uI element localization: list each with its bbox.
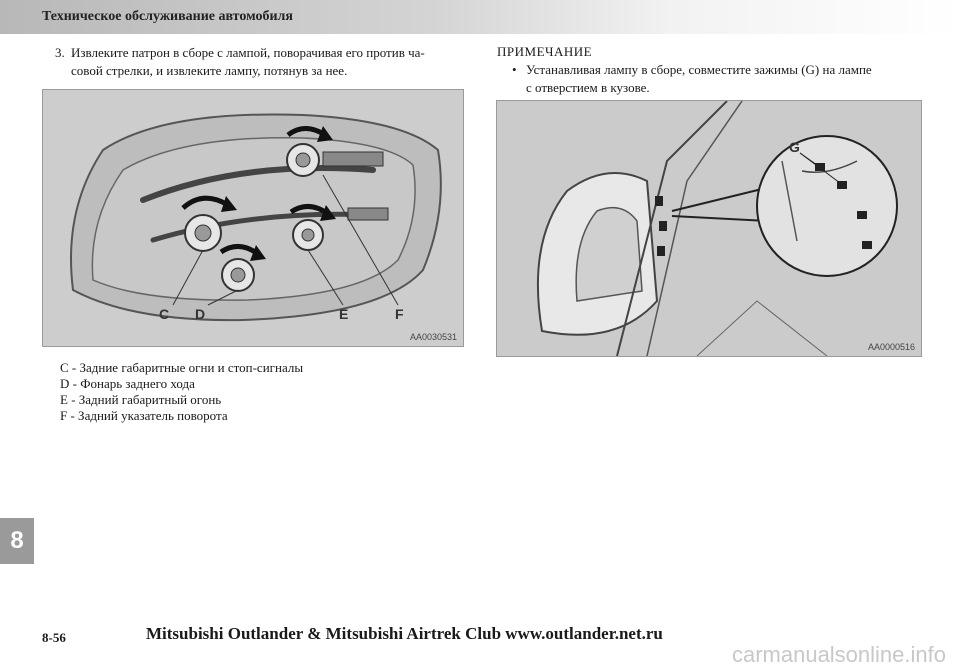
step-instruction — [55, 44, 475, 80]
label-g: G — [789, 139, 800, 155]
lamp-clips-illustration — [496, 100, 922, 357]
chapter-tab: 8 — [0, 518, 34, 564]
note-bullet: • — [512, 62, 517, 77]
figure-legend — [60, 360, 303, 424]
footer-text: Mitsubishi Outlander & Mitsubishi Airtrek Club www.outlander.net.ru — [146, 624, 663, 643]
note-heading: ПРИМЕЧАНИЕ — [497, 44, 593, 59]
watermark: carmanualsonline.info — [731, 642, 946, 667]
note-line-1: Устанавливая лампу в сборе, совместите зажимы (G) на лампе — [526, 62, 872, 77]
note-line-2: с отверстием в кузове. — [526, 80, 650, 95]
label-c: C — [159, 306, 170, 322]
legend-item-c: C - Задние габаритные огни и стоп-сигналы — [60, 360, 304, 375]
figure-right-code: AA0000516 — [867, 342, 915, 352]
step-line-1: Извлеките патрон в сборе с лампой, поворачивая его против ча- — [71, 45, 425, 60]
note-body — [512, 61, 912, 97]
page-header-title: Техническое обслуживание автомобиля — [42, 9, 293, 24]
label-d: D — [195, 306, 206, 322]
label-f: F — [395, 306, 404, 322]
lamp-clips-drawing — [497, 101, 921, 356]
figure-left-code: AA0030531 — [409, 332, 457, 342]
step-number: 3. — [55, 45, 65, 60]
step-line-2: совой стрелки, и извлеките лампу, потянув за нее. — [71, 63, 348, 78]
legend-item-f: F - Задний указатель поворота — [60, 408, 228, 423]
page-number: 8-56 — [42, 630, 66, 645]
tail-lamp-sockets-illustration — [42, 89, 464, 347]
legend-item-e: E - Задний габаритный огонь — [60, 392, 222, 407]
legend-item-d: D - Фонарь заднего хода — [60, 376, 195, 391]
label-e: E — [339, 306, 349, 322]
